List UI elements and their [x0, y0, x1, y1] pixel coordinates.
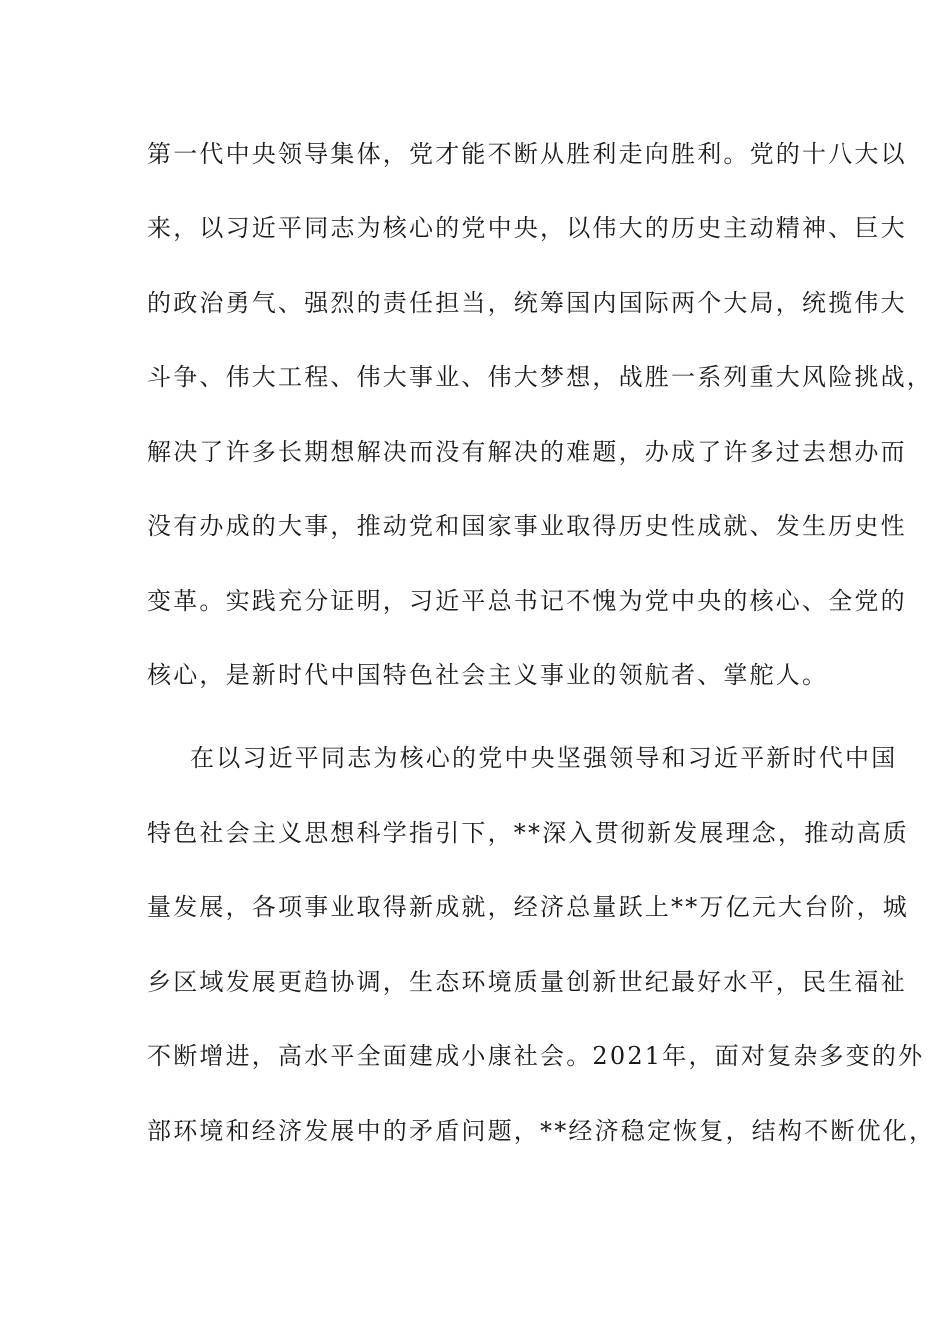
text-line: 斗争、伟大工程、伟大事业、伟大梦想，战胜一系列重大风险挑战， — [147, 363, 933, 391]
text-line: 部环境和经济发展中的矛盾问题，**经济稳定恢复，结构不断优化， — [147, 1117, 936, 1145]
text-line: 在以习近平同志为核心的党中央坚强领导和习近平新时代中国 — [190, 744, 898, 772]
text-line: 解决了许多长期想解决而没有解决的难题，办成了许多过去想办而 — [147, 438, 907, 466]
text-line: 核心，是新时代中国特色社会主义事业的领航者、掌舵人。 — [147, 661, 829, 689]
text-line: 不断增进，高水平全面建成小康社会。2021年，面对复杂多变的外 — [147, 1042, 925, 1070]
text-line: 第一代中央领导集体，党才能不断从胜利走向胜利。党的十八大以 — [147, 140, 907, 168]
text-line: 乡区域发展更趋协调，生态环境质量创新世纪最好水平，民生福祉 — [147, 968, 907, 996]
text-line: 的政治勇气、强烈的责任担当，统筹国内国际两个大局，统揽伟大 — [147, 289, 907, 317]
text-line: 特色社会主义思想科学指引下，**深入贯彻新发展理念，推动高质 — [147, 819, 909, 847]
text-line: 没有办成的大事，推动党和国家事业取得历史性成就、发生历史性 — [147, 512, 907, 540]
text-line: 量发展，各项事业取得新成就，经济总量跃上**万亿元大台阶，城 — [147, 893, 909, 921]
text-line: 来，以习近平同志为核心的党中央，以伟大的历史主动精神、巨大 — [147, 214, 907, 242]
text-line: 变革。实践充分证明，习近平总书记不愧为党中央的核心、全党的 — [147, 587, 907, 615]
